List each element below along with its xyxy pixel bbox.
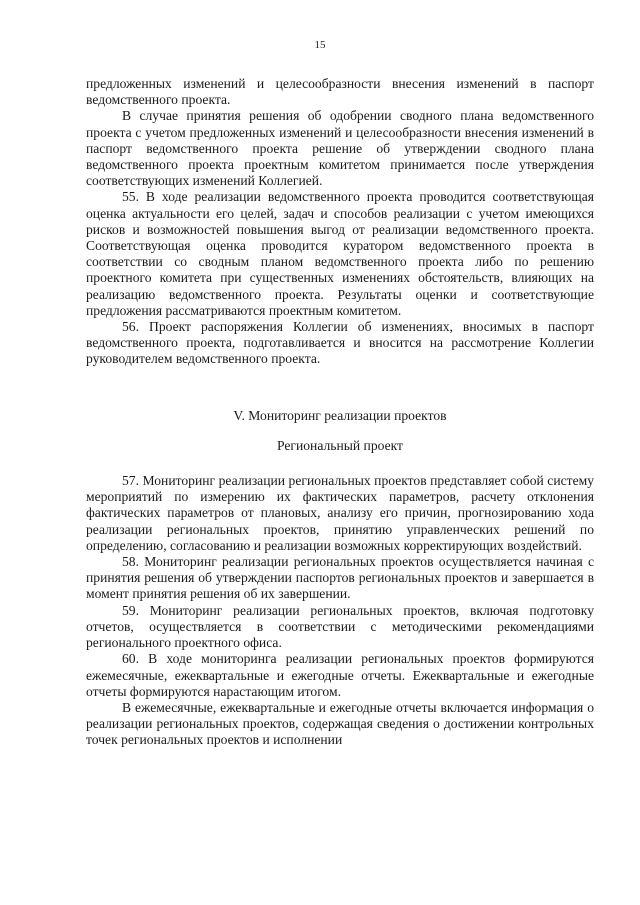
page-number: 15 — [314, 39, 326, 51]
paragraph-approval: В случае принятия решения об одобрении сводного плана ведомственного проекта с учетом предложенных изменений и целесообразности внесения изменений в паспорт ведомственного проекта решение об утверждении сводного плана ведомственного проекта проектным комитетом принимается после утверждения соответствующих изменений Коллегией. — [86, 108, 594, 189]
paragraph-58: 58. Мониторинг реализации региональных проектов осуществляется начиная с принятия решения об утверждении паспортов региональных проектов и завершается в момент принятия решения об их завершении. — [86, 554, 594, 602]
document-body — [86, 76, 594, 749]
paragraph-55: 55. В ходе реализации ведомственного проекта проводится соответствующая оценка актуальности его целей, задач и способов реализации с учетом имеющихся рисков и возможностей повышения выгод от реализации ведомственного проекта. Соответствующая оценка проводится куратором ведомственного проекта в соответствии со сводным планом ведомственного проекта либо по решению проектного комитета при существенных изменениях обстоятельств, влияющих на реализацию ведомственного проекта. Результаты оценки и соответствующие предложения рассматриваются проектным комитетом. — [86, 189, 594, 318]
section-heading: V. Мониторинг реализации проектов — [233, 407, 447, 423]
sub-heading: Региональный проект — [277, 437, 403, 453]
paragraph-57: 57. Мониторинг реализации региональных проектов представляет собой систему мероприятий по измерению их фактических параметров, расчету отклонения фактических параметров от плановых, анализу его причин, прогнозированию хода реализации региональных проектов, принятию управленческих решений по определению, согласованию и реализации возможных корректирующих воздействий. — [86, 473, 594, 553]
paragraph-56: 56. Проект распоряжения Коллегии об изменениях, вносимых в паспорт ведомственного проекта, подготавливается и вносится на рассмотрение Коллегии руководителем ведомственного проекта. — [86, 319, 594, 367]
paragraph-continuation: предложенных изменений и целесообразности внесения изменений в паспорт ведомственного проекта. — [86, 76, 594, 108]
paragraph-60: 60. В ходе мониторинга реализации региональных проектов формируются ежемесячные, ежеквартальные и ежегодные отчеты. Ежеквартальные и ежегодные отчеты формируются нарастающим итогом. — [86, 651, 594, 699]
paragraph-reports: В ежемесячные, ежеквартальные и ежегодные отчеты включается информация о реализации региональных проектов, содержащая сведения о достижении контрольных точек региональных проектов и исполнении — [86, 699, 594, 748]
paragraph-59: 59. Мониторинг реализации региональных проектов, включая подготовку отчетов, осуществляется в соответствии с методическими рекомендациями регионального проектного офиса. — [86, 602, 594, 651]
